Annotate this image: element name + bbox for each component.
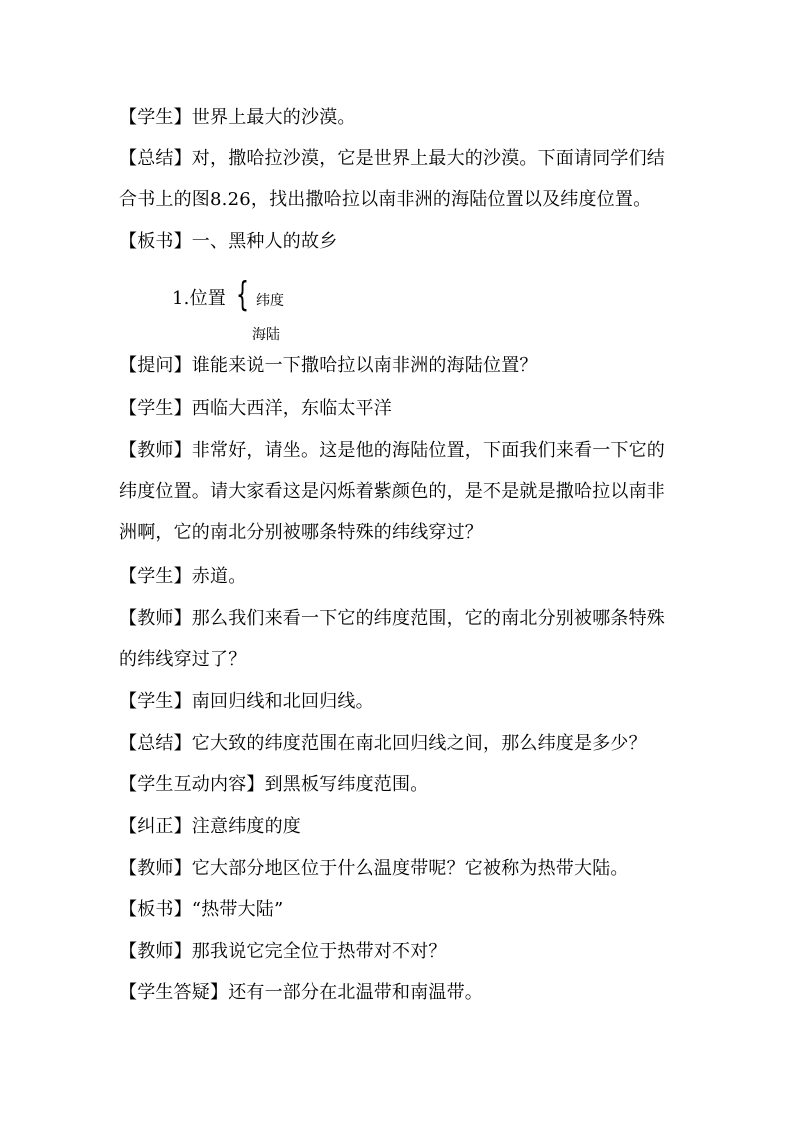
text-line: 【提问】谁能来说一下撒哈拉以南非洲的海陆位置？ (119, 355, 538, 376)
board-note-tropical-continent (119, 889, 682, 930)
text-line: 【学生】世界上最大的沙漠。 (119, 107, 356, 128)
text-line: 合书上的图8.26，找出撒哈拉以南非洲的海陆位置以及纬度位置。 (119, 189, 652, 210)
text-line: 【学生】赤道。 (119, 566, 247, 587)
text-line: 【总结】对，撒哈拉沙漠，它是世界上最大的沙漠。下面请同学们结 (119, 148, 665, 169)
student-answer-oceans (119, 388, 682, 429)
curly-brace: { (236, 275, 249, 315)
summary-latitude-range (119, 723, 682, 764)
sea-land-branch: 海陆 (252, 327, 280, 343)
text-line: 洲啊，它的南北分别被哪条特殊的纬线穿过？ (119, 522, 483, 543)
student-answer-equator (119, 556, 682, 597)
text-line: 【板书】“热带大陆” (119, 899, 284, 920)
text-line: 的纬线穿过了？ (119, 649, 247, 670)
text-line: 纬度位置。请大家看这是闪烁着紫颜色的，是不是就是撒哈拉以南非 (119, 481, 665, 502)
student-answer-largest-desert (119, 97, 682, 138)
board-note-heading (119, 221, 682, 262)
text-line: 【学生答疑】还有一部分在北温带和南温带。 (119, 982, 483, 1003)
text-line: 【教师】那我说它完全位于热带对不对？ (119, 941, 447, 962)
text-line: 【学生】西临大西洋，东临太平洋 (119, 398, 392, 419)
correction-note (119, 806, 682, 847)
question-sea-land-position (119, 345, 682, 386)
text-line: 【纠正】注意纬度的度 (119, 816, 301, 837)
teacher-question-fully-tropical (119, 931, 682, 972)
text-line: 【教师】那么我们来看一下它的纬度范围，它的南北分别被哪条特殊 (119, 608, 665, 629)
text-line: 1.位置 (172, 288, 226, 309)
student-answer-temperate-zones (119, 972, 682, 1013)
text-line: 【板书】一、黑种人的故乡 (119, 231, 338, 252)
teacher-latitude-paragraph (119, 430, 682, 553)
summary-sahara-paragraph (119, 138, 682, 220)
teacher-latitude-range-paragraph (119, 598, 682, 680)
latitude-branch: 纬度 (256, 293, 284, 309)
text-line: 【教师】非常好，请坐。这是他的海陆位置，下面我们来看一下它的 (119, 440, 665, 461)
text-line: 【学生互动内容】到黑板写纬度范围。 (119, 774, 429, 795)
teacher-temperature-zone (119, 848, 682, 889)
student-answer-tropics (119, 681, 682, 722)
text-line: 【学生】南回归线和北回归线。 (119, 691, 374, 712)
text-line: 【教师】它大部分地区位于什么温度带呢？它被称为热带大陆。 (119, 858, 629, 879)
student-interaction (119, 764, 682, 805)
text-line: 【总结】它大致的纬度范围在南北回归线之间，那么纬度是多少？ (119, 733, 647, 754)
